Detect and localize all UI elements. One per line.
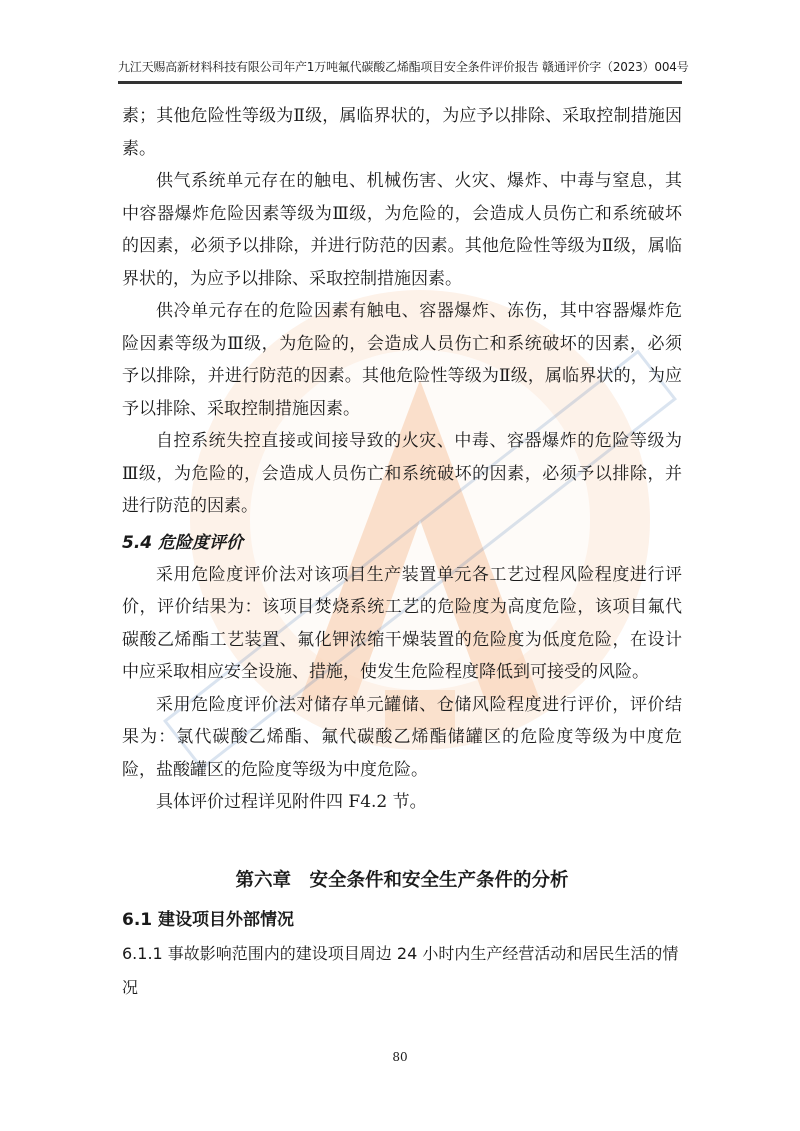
- paragraph: 素；其他危险性等级为Ⅱ级，属临界状的，为应予以排除、采取控制措施因素。: [122, 106, 682, 159]
- paragraph: 采用危险度评价法对储存单元罐储、仓储风险程度进行评价，评价结果为：氯代碳酸乙烯酯、氟代碳酸乙烯酯储罐区的危险度等级为中度危险，盐酸罐区的危险度等级为中度危险。: [122, 694, 682, 780]
- section-heading-6-1: 6.1 建设项目外部情况: [122, 909, 295, 930]
- paragraph: 供气系统单元存在的触电、机械伤害、火灾、爆炸、中毒与窒息，其中容器爆炸危险因素等级为Ⅲ级，为危险的，会造成人员伤亡和系统破坏的因素，必须予以排除，并进行防范的因素。其他危险性等级为Ⅱ级，属临界状的，为应予以排除、采取控制措施因素。: [122, 171, 682, 289]
- page-header: 九江天赐高新材料科技有限公司年产1万吨氟代碳酸乙烯酯项目安全条件评价报告 赣通评价字（2023）004号: [118, 58, 682, 82]
- page-content: [122, 100, 682, 1005]
- paragraph: 供冷单元存在的危险因素有触电、容器爆炸、冻伤，其中容器爆炸危险因素等级为Ⅲ级，为危险的，会造成人员伤亡和系统破坏的因素，必须予以排除，并进行防范的因素。其他危险性等级为Ⅱ级，属临界状的，为应予以排除、采取控制措施因素。: [122, 301, 682, 419]
- section-heading-5-4: 5.4 危险度评价: [122, 532, 244, 553]
- chapter-title: 第六章 安全条件和安全生产条件的分析: [235, 869, 569, 891]
- paragraph: 自控系统失控直接或间接导致的火灾、中毒、容器爆炸的危险等级为Ⅲ级，为危险的，会造成人员伤亡和系统破坏的因素，必须予以排除，并进行防范的因素。: [122, 431, 682, 516]
- paragraph: 采用危险度评价法对该项目生产装置单元各工艺过程风险程度进行评价，评价结果为：该项目焚烧系统工艺的危险度为高度危险，该项目氟代碳酸乙烯酯工艺装置、氟化钾浓缩干燥装置的危险度为低度危险，在设计中应采取相应安全设施、措施，使发生危险程度降低到可接受的风险。: [122, 564, 682, 682]
- subsection-heading-6-1-1: 6.1.1 事故影响范围内的建设项目周边 24 小时内生产经营活动和居民生活的情况: [122, 943, 679, 997]
- page-number: 80: [392, 1050, 408, 1064]
- header-rule: [118, 82, 682, 84]
- paragraph: 具体评价过程详见附件四 F4.2 节。: [156, 792, 427, 812]
